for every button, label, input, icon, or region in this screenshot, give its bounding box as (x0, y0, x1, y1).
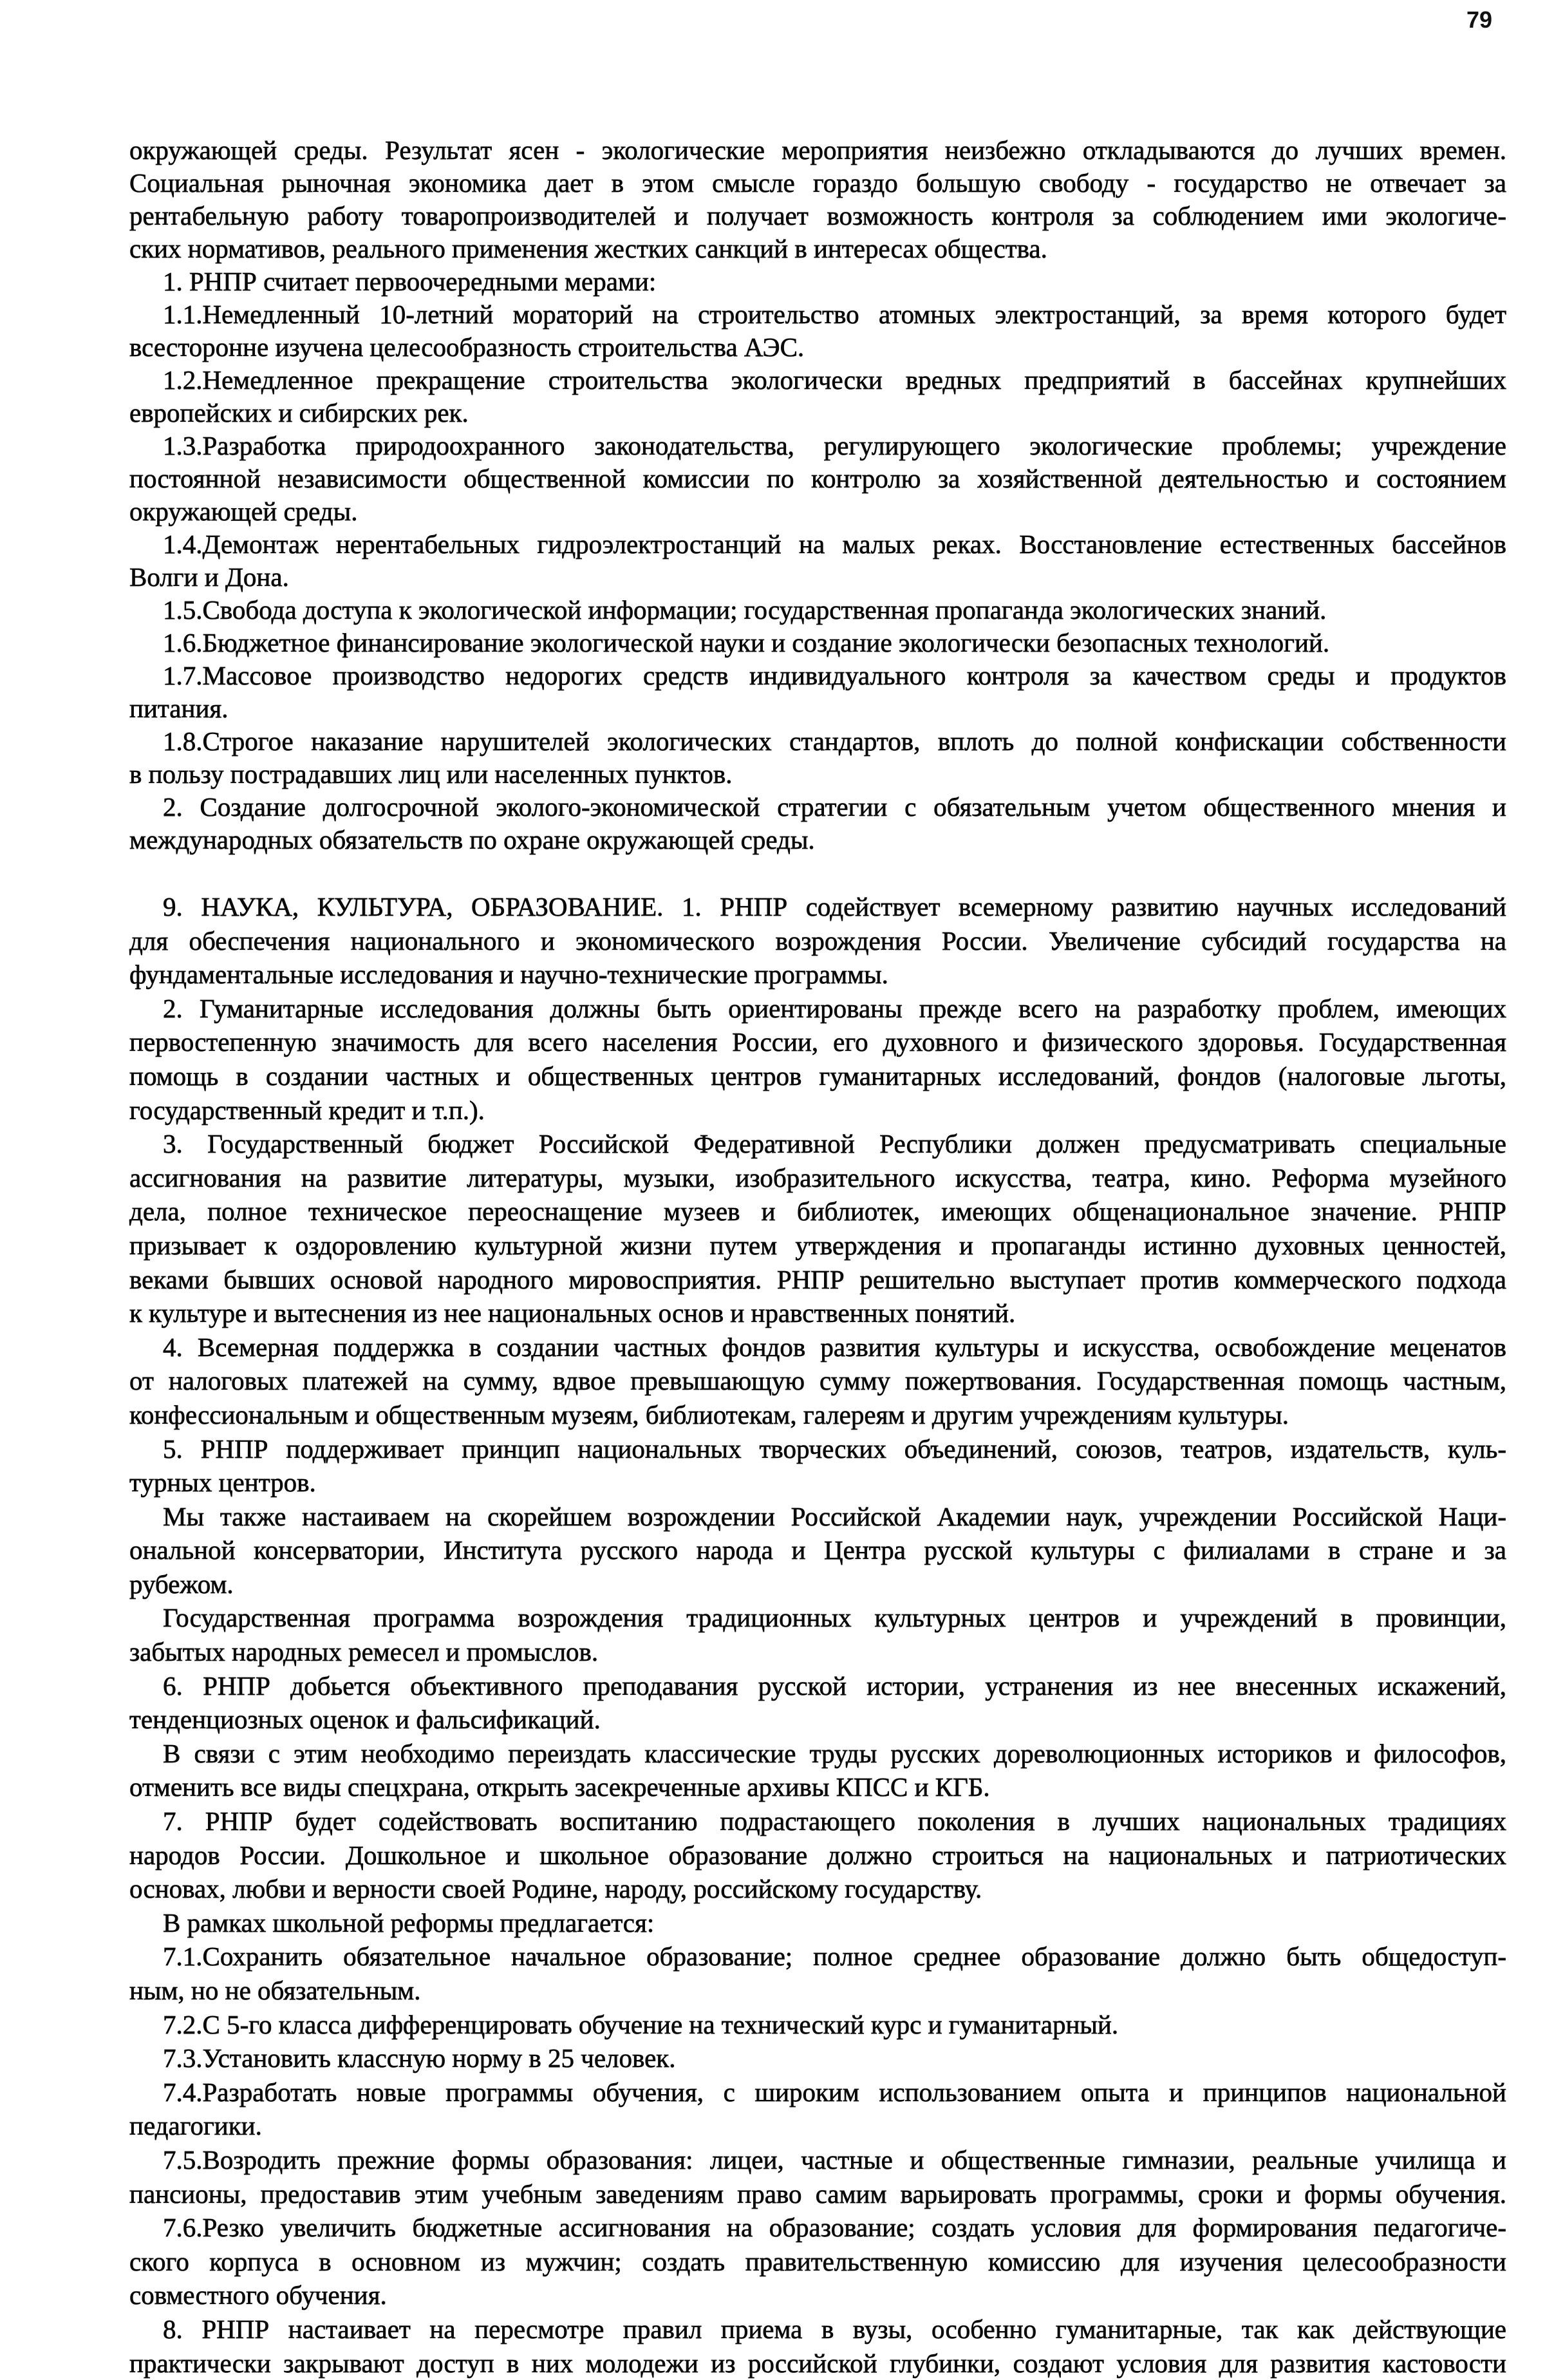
paragraph (129, 134, 1506, 265)
paragraph (129, 992, 1506, 1127)
text-line: государственный кредит и т.п.). (129, 1095, 485, 1125)
text-line: совместного обучения. (129, 2280, 387, 2310)
paragraph (129, 594, 1506, 627)
text-line: 2. Создание долгосрочной эколого-экономической стратегии с обязательным учетом общественного мнения и (163, 792, 1506, 822)
text-line: 1.4.Демонтаж нерентабельных гидроэлектростанций на малых реках. Восстановление естественных бассейнов (163, 529, 1506, 559)
paragraph (129, 298, 1506, 364)
paragraph (129, 2211, 1506, 2312)
text-line: забытых народных ремесел и промыслов. (129, 1637, 599, 1667)
paragraph (129, 2041, 1506, 2075)
paragraph (129, 2008, 1506, 2042)
text-line: Мы также настаиваем на скорейшем возрождении Российской Академии наук, учреждении Российской Наци- (163, 1501, 1506, 1531)
text-line: помощь в создании частных и общественных центров гуманитарных исследований, фондов (налоговые льготы, (129, 1061, 1506, 1091)
text-line: 1.7.Массовое производство недорогих средств индивидуального контроля за качеством среды и продуктов (163, 661, 1506, 690)
text-line: 7.6.Резко увеличить бюджетные ассигнования на образование; создать условия для формирования педагогиче- (163, 2213, 1506, 2243)
text-line: международных обязательств по охране окружающей среды. (129, 825, 815, 855)
text-line: 7.3.Установить классную норму в 25 человек. (163, 2043, 676, 2073)
paragraph (129, 1500, 1506, 1601)
paragraph (129, 2075, 1506, 2143)
text-line: ского корпуса в основном из мужчин; создать правительственную комиссию для изучения целесообразности (129, 2246, 1506, 2276)
text-line: педагогики. (129, 2111, 262, 2141)
text-line: 4. Всемерная поддержка в создании частных фондов развития культуры и искусства, освобождение меценатов (163, 1332, 1506, 1362)
text-line: ских нормативов, реального применения жестких санкций в интересах общества. (129, 234, 1047, 263)
section-ecology-measures (129, 134, 1506, 856)
text-line: 7.4.Разработать новые программы обучения, с широким использованием опыта и принципов национальной (163, 2077, 1506, 2107)
paragraph (129, 1669, 1506, 1737)
text-line: ассигнования на развитие литературы, музыки, изобразительного искусства, театра, кино. Реформа музейного (129, 1162, 1506, 1193)
paragraph (129, 1330, 1506, 1432)
text-line: окружающей среды. Результат ясен - экологические мероприятия неизбежно откладываются до лучших времен. (129, 135, 1506, 165)
paragraph (129, 725, 1506, 791)
text-line: 6. РНПР добьется объективного преподавания русской истории, устранения из нее внесенных искажений, (163, 1670, 1506, 1701)
paragraph (129, 1127, 1506, 1330)
page-number: 79 (1466, 6, 1493, 33)
text-line: основах, любви и верности своей Родине, народу, российскому государству. (129, 1874, 982, 1904)
paragraph (129, 791, 1506, 856)
text-line: от налоговых платежей на сумму, вдвое превышающую сумму пожертвования. Государственная помощь частным, (129, 1366, 1506, 1396)
text-line: рубежом. (129, 1569, 234, 1599)
text-line: турных центров. (129, 1468, 316, 1498)
paragraph (129, 2143, 1506, 2211)
text-line: народов России. Дошкольное и школьное образование должно строиться на национальных и патриотических (129, 1840, 1506, 1870)
text-line: В рамках школьной реформы предлагается: (163, 1907, 655, 1938)
paragraph (129, 627, 1506, 659)
paragraph (129, 1601, 1506, 1668)
text-line: 7.2.С 5-го класса дифференцировать обучение на технический курс и гуманитарный. (163, 2009, 1119, 2039)
paragraph (129, 265, 1506, 298)
paragraph (129, 2312, 1506, 2380)
text-line: к культуре и вытеснения из нее национальных основ и нравственных понятий. (129, 1298, 1016, 1328)
text-line: 1.8.Строгое наказание нарушителей экологических стандартов, вплоть до полной конфискации собственности (163, 726, 1506, 756)
text-line: пансионы, предоставив этим учебным заведениям право самим варьировать программы, сроки и формы обучения. (129, 2178, 1506, 2209)
text-line: питания. (129, 694, 229, 723)
paragraph (129, 890, 1506, 992)
text-line: 7.1.Сохранить обязательное начальное образование; полное среднее образование должно быть общедоступ- (163, 1941, 1506, 1972)
text-line: европейских и сибирских рек. (129, 398, 469, 428)
text-line: 7. РНПР будет содействовать воспитанию подрастающего поколения в лучших национальных традициях (163, 1806, 1506, 1837)
text-line: 1.2.Немедленное прекращение строительства экологически вредных предприятий в бассейнах крупнейших (163, 365, 1506, 395)
paragraph (129, 1737, 1506, 1804)
paragraph (129, 528, 1506, 594)
paragraph (129, 1940, 1506, 2007)
text-line: ным, но не обязательным. (129, 1976, 421, 2005)
text-line: В связи с этим необходимо переиздать классические труды русских дореволюционных историков и философов, (163, 1738, 1506, 1768)
paragraph (129, 1804, 1506, 1906)
text-line: окружающей среды. (129, 496, 358, 526)
text-line: 7.5.Возродить прежние формы образования: лицеи, частные и общественные гимназии, реальные училища и (163, 2144, 1506, 2175)
paragraph (129, 364, 1506, 430)
text-line: для обеспечения национального и экономического возрождения России. Увеличение субсидий государства на (129, 925, 1506, 956)
text-line: ональной консерватории, Института русского народа и Центра русской культуры с филиалами в стране и за (129, 1535, 1506, 1565)
text-line: Волги и Дона. (129, 562, 289, 592)
text-line: Социальная рыночная экономика дает в этом смысле гораздо большую свободу - государство не отвечает за (129, 168, 1506, 198)
text-line: первостепенную значимость для всего населения России, его духовного и физического здоровья. Государственная (129, 1027, 1506, 1057)
text-line: призывает к оздоровлению культурной жизни путем утверждения и пропаганды истинно духовных ценностей, (129, 1230, 1506, 1260)
text-line: 5. РНПР поддерживает принцип национальных творческих объединений, союзов, театров, издательств, куль- (163, 1433, 1506, 1464)
text-line: дела, полное техническое переоснащение музеев и библиотек, имеющих общенациональное значение. РНПР (129, 1196, 1506, 1227)
text-line: всесторонне изучена целесообразность строительства АЭС. (129, 332, 805, 362)
paragraph (129, 430, 1506, 528)
section-science-culture-education (129, 890, 1506, 2380)
paragraph (129, 1432, 1506, 1500)
text-line: в пользу пострадавших лиц или населенных пунктов. (129, 759, 733, 789)
text-line: 1.6.Бюджетное финансирование экологической науки и создание экологически безопасных технологий. (163, 628, 1330, 657)
text-line: 1. РНПР считает первоочередными мерами: (163, 267, 657, 296)
text-line: 1.1.Немедленный 10-летний мораторий на строительство атомных электростанций, за время которого будет (163, 299, 1506, 329)
text-line: конфессиональным и общественным музеям, библиотекам, галереям и другим учреждениям культуры. (129, 1399, 1289, 1430)
text-line: 1.5.Свобода доступа к экологической информации; государственная пропаганда экологических знаний. (163, 595, 1327, 625)
text-line: 2. Гуманитарные исследования должны быть ориентированы прежде всего на разработку проблем, имеющих (163, 993, 1506, 1023)
text-line: 1.3.Разработка природоохранного законодательства, регулирующего экологические проблемы; учреждение (163, 431, 1506, 460)
text-line: веками бывших основой народного мировосприятия. РНПР решительно выступает против коммерческого подхода (129, 1264, 1506, 1294)
text-line: тенденциозных оценок и фальсификаций. (129, 1705, 601, 1735)
paragraph (129, 659, 1506, 725)
text-line: 9. НАУКА, КУЛЬТУРА, ОБРАЗОВАНИЕ. 1. РНПР содействует всемерному развитию научных исследований (163, 892, 1506, 921)
text-line: рентабельную работу товаропроизводителей и получает возможность контроля за соблюдением ими экологиче- (129, 201, 1506, 231)
text-line: фундаментальные исследования и научно-технические программы. (129, 959, 888, 990)
text-line: практически закрывают доступ в них молодежи из российской глубинки, создают условия для развития кастовости (129, 2348, 1506, 2378)
text-line: отменить все виды спецхрана, открыть засекреченные архивы КПСС и КГБ. (129, 1772, 990, 1802)
text-line: постоянной независимости общественной комиссии по контролю за хозяйственной деятельностью и состоянием (129, 464, 1506, 493)
text-line: 8. РНПР настаивает на пересмотре правил приема в вузы, особенно гуманитарные, так как действующие (163, 2314, 1506, 2344)
paragraph (129, 1906, 1506, 1940)
text-line: 3. Государственный бюджет Российской Федеративной Республики должен предусматривать специальные (163, 1129, 1506, 1159)
text-line: Государственная программа возрождения традиционных культурных центров и учреждений в провинции, (163, 1603, 1506, 1633)
